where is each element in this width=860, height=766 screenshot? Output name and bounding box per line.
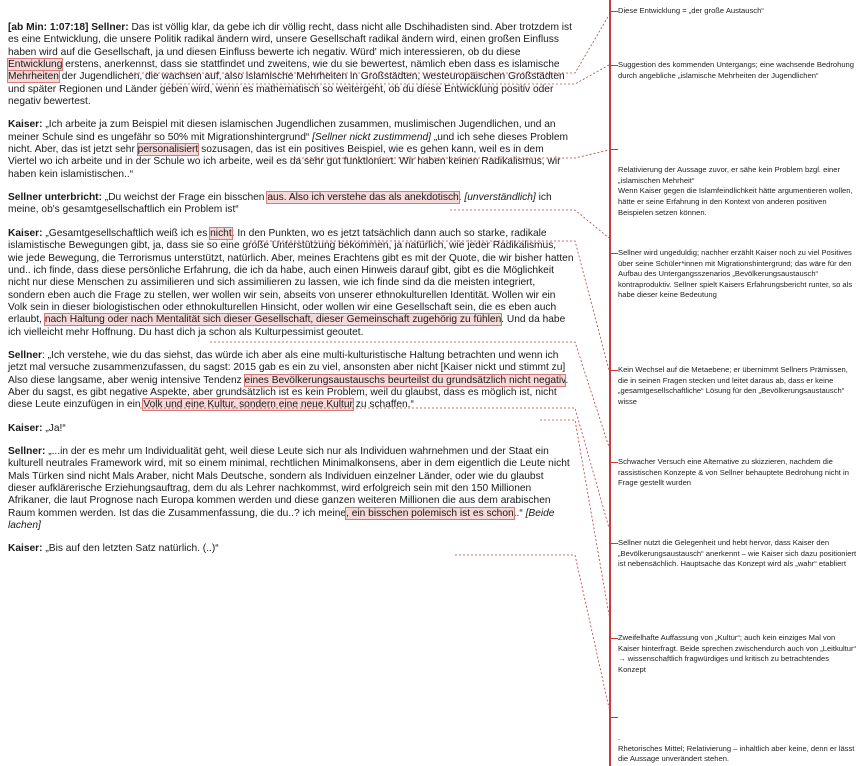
highlight-mark[interactable]: Mehrheiten (8, 71, 59, 83)
speaker-label: Sellner: (8, 445, 46, 457)
comment-text: Zweifelhafte Auffassung von „Kultur“; auch kein einziges Mal von Kaiser hinterfragt. Beide sprechen zwischendurch auch von „Leitkultur“ → wissenschaftlich fragwürdiges und kritisch zu betrachtendes Konzept (618, 633, 857, 674)
transcript-body (8, 22, 574, 567)
speaker-label: Kaiser: (8, 543, 43, 555)
comment-5[interactable] (618, 365, 858, 407)
text-run: „Bis auf den letzten Satz natürlich. (..)“ (42, 543, 219, 555)
comment-anchor (610, 149, 618, 150)
comment-anchor (610, 11, 618, 12)
comment-4[interactable] (618, 248, 858, 301)
paragraph-2 (8, 119, 574, 181)
comment-1[interactable] (618, 6, 858, 17)
text-run: „Ja!“ (42, 422, 66, 434)
comment-text: Sellner nutzt die Gelegenheit und hebt hervor, dass Kaiser den „Bevölkerungsaustausch“ anerkennt – wie Kaiser sich dazu positioniert ist nebensächlich. Hauptsache das Konzept wird als „wahr“ etabliert (618, 538, 857, 569)
stage-direction: [Beide lachen] (8, 507, 555, 532)
comment-text: Diese Entwicklung = „der große Austausch“ (618, 6, 764, 15)
comment-anchor (610, 462, 618, 463)
comment-text: Schwacher Versuch eine Alternative zu skizzieren, nachdem die rassistischen Konzepte & von Sellner behauptete Bedrohung nicht in Frage gestellt wurden (618, 457, 849, 488)
comment-anchor (610, 65, 618, 66)
text-run: . Aber du sagst, es gibt negative Aspekte, aber grundsätzlich ist es kein Problem, weil du glaubst, dass es möglich ist, nicht diese Leute einzufügen in ein (8, 374, 569, 411)
comment-anchor (610, 717, 618, 718)
comment-3[interactable] (618, 144, 858, 218)
highlight-mark[interactable]: , ein bisschen polemisch ist es schon (346, 507, 514, 519)
comment-margin-divider (609, 0, 611, 766)
text-run: : „Ich verstehe, wie du das siehst, das würde ich aber als eine multi-kulturistische Haltung betrachten und wenn ich jetzt mal versuche zusammenzufassen, du sagst: 2015 gab es ein zu viel, ansonsten aber nicht [Kaiser nickt und stimmt zu] Also diese langsame, aber wenig intensive Tendenz (8, 349, 566, 386)
text-run: zu schaffen.“ (352, 399, 414, 411)
speaker-label: Sellner (8, 349, 42, 361)
stage-direction: [unverständlich] (464, 192, 536, 204)
text-run: ich meine, ob's gesamtgesellschaftlich ein Problem ist“ (8, 192, 552, 216)
paragraph-4 (8, 228, 574, 339)
text-run: „und ich sehe dieses Problem nicht. Aber, das ist jetzt sehr (8, 131, 569, 156)
paragraph-3 (8, 192, 574, 217)
comment-7[interactable] (618, 538, 858, 570)
comment-text: Relativierung der Aussage zuvor, er sähe kein Problem bzgl. einer „islamischen Mehrheit“ Wenn Kaiser gegen die Islamfeindlichkeit hätte argumentieren wollen, hätte er seine Erfahrung in den Kontext von anderen positiven Beispielen setzen können. (618, 165, 853, 217)
highlight-mark[interactable]: Volk und eine Kultur, sondern eine neue Kultur (143, 399, 353, 411)
highlight-mark[interactable]: nach Haltung oder nach Mentalität sich dieser Gesellschaft, dieser Gemeinschaft zugehörig zu fühlen (44, 314, 502, 326)
comment-6[interactable] (618, 457, 858, 489)
comment-9[interactable] (618, 712, 858, 765)
speaker-label: Sellner: (91, 22, 129, 33)
speaker-label: Sellner unterbricht: (8, 192, 102, 204)
highlight-mark[interactable]: aus. Also ich verstehe das als anekdotisch (267, 192, 459, 204)
leader-line (455, 555, 609, 708)
highlight-mark[interactable]: Entwicklung (8, 59, 63, 71)
comment-text: . Rhetorisches Mittel; Relativierung – inhaltlich aber keine, denn er lässt die Aussage unverändert stehen. (618, 733, 855, 764)
speaker-label: Kaiser: (8, 119, 43, 131)
comment-column (618, 0, 858, 766)
stage-direction: [Sellner nickt zustimmend] (312, 131, 431, 143)
comment-anchor (610, 543, 618, 544)
comment-anchor (610, 253, 618, 254)
paragraph-7 (8, 446, 574, 532)
text-run: „Ich arbeite ja zum Beispiel mit diesen islamischen Jugendlichen zusammen, muslimischen Jugendlichen, und an meiner Schule sind es ungefähr so 50% mit Migrationshintergrund“ (8, 119, 556, 143)
text-run: der Jugendlichen, die wachsen auf, also islamische Mehrheiten in Großstädten, westeuropäischen Großstädten und später Regionen und Länder geben wird, wenn es mathematisch so weitergeht, ob du diese Entwicklung positiv oder negativ bewertest. (8, 71, 565, 108)
text-run: . Und da habe ich vielleicht mehr Hoffnung. Du hast dich ja schon als Kulturpessimist geoutet. (8, 314, 566, 338)
comment-text: Kein Wechsel auf die Metaebene; er übernimmt Sellners Prämissen, die in seinen Fragen stecken und leitet daraus ab, dass er keine „gesamtgesellschaftliche“ Lösung für den „Bevölkerungsaustausch“ wisse (618, 365, 848, 406)
comment-2[interactable] (618, 60, 858, 81)
paragraph-5 (8, 350, 574, 412)
paragraph-8 (8, 543, 574, 555)
text-run: „Gesamtgesellschaftlich weiß ich es (42, 227, 211, 239)
highlight-mark[interactable]: eines Bevölkerungsaustauschs beurteilst du grundsätzlich nicht negativ (244, 374, 566, 386)
text-run: „Du weichst der Frage ein bisschen (101, 192, 268, 204)
paragraph-1 (8, 22, 574, 108)
paragraph-6 (8, 423, 574, 435)
text-run: Das ist völlig klar, da gebe ich dir völlig recht, dass nicht alle Dschihadisten sind. Aber trotzdem ist es eine Entwicklung, die unsere Politik radikal ändern wird, unsere Gesellschaft radikal ändern wird, einen großen Einfluss haben wird auf die Gesellschaft, ja und diesen Einfluss bewerte ich negativ. Würd' mich interessieren, ob du diese (8, 22, 572, 58)
highlight-mark[interactable]: personalisiert (137, 144, 199, 156)
text-run: sozusagen, das ist ein positives Beispiel, wie es gehen kann, weil es in dem Viertel wo ich arbeite und in der Schule wo ich arbeite, weil es da sehr gut funktioniert. Wir haben keinen Radikalismus, wir haben kein islamistischen..“ (8, 144, 561, 180)
text-run: erstens, anerkennst, dass sie stattfindet und zweitens, wie du sie bewertest, nämlich eben dass es islamische (62, 59, 560, 71)
speaker-label: Kaiser: (8, 227, 43, 239)
timestamp: [ab Min: 1:07:18] (8, 22, 89, 33)
text-run: . (458, 192, 465, 204)
comment-anchor (610, 638, 618, 639)
speaker-label: Kaiser: (8, 422, 43, 434)
highlight-mark[interactable]: nicht (210, 227, 232, 239)
text-run: ..“ (513, 507, 526, 519)
text-run: „...in der es mehr um Individualität geht, weil diese Leute sich nur als Individuen wahrnehmen und der Staat ein kulturell neutrales Framework wird, mit so einem minimal, rechtlichen Minimalkonsens, aber in dem eigentlich die Leute nicht Mals Türken sind nicht Mals Araber, nicht Mals Deutsche, sondern als Individuen einzelner Länder, oder wie du glaubst dieser aufklärerische Erziehungsauftrag, dem du als Lehrer nachkommst, wird erfolgreich sein mit den 150 Millionen Afrikaner, die laut Prognose nach Europa kommen werden und diese ganzen weiteren Millionen die aus dem arabischen Raum kommen werden. Ist das die Zusammenfassung, die du..? ich meine (8, 445, 570, 519)
comment-text: Sellner wird ungeduldig; nachher erzählt Kaiser noch zu viel Positives über seine Schüler*innen mit Migrationshintergrund; das wäre für den Aufbau des Untergangsszenarios „Bevölkerungsaustausch“ kontraproduktiv. Sellner spielt Kaisers Erfahrungsbericht runter, so als habe dieser keine Bedeutung (618, 248, 853, 300)
comment-anchor (610, 370, 618, 371)
comment-text: Suggestion des kommenden Untergangs; eine wachsende Bedrohung durch angebliche „islamische Mehrheiten der Jugendlichen“ (618, 60, 854, 80)
comment-8[interactable] (618, 633, 858, 675)
text-run: . In den Punkten, wo es jetzt tatsächlich dann auch so starke, radikale islamistische Bewegungen gibt, ja, dass sie so eine große Unterstützung bekommen, ja natürlich, wie jeder Radikalismus, wie jede Bewegung, die Terrorismus unterstützt, natürlich. Aber, meines Erachtens gibt es mit der Quote, die wir bisher hatten und.. ich finde, dass diese persönliche Erfahrung, die ich da habe, auch einen Hinweis darauf gibt, gibt es die Möglichkeit nicht nur diese Menschen zu assimilieren und sich assimilieren zu lassen, wie ich finde sind da die meisten integriert, sondern eben auch die Frage zu stellen, wer wollen wir sein, abseits von unserer ethnokulturellen Identität. Wollen wir ein Volk sein in dieser biologistischen oder ethnokulturellen Hinsicht, oder wollen wir eine Gesellschaft sein, die es eben auch erlaubt, (8, 227, 574, 326)
